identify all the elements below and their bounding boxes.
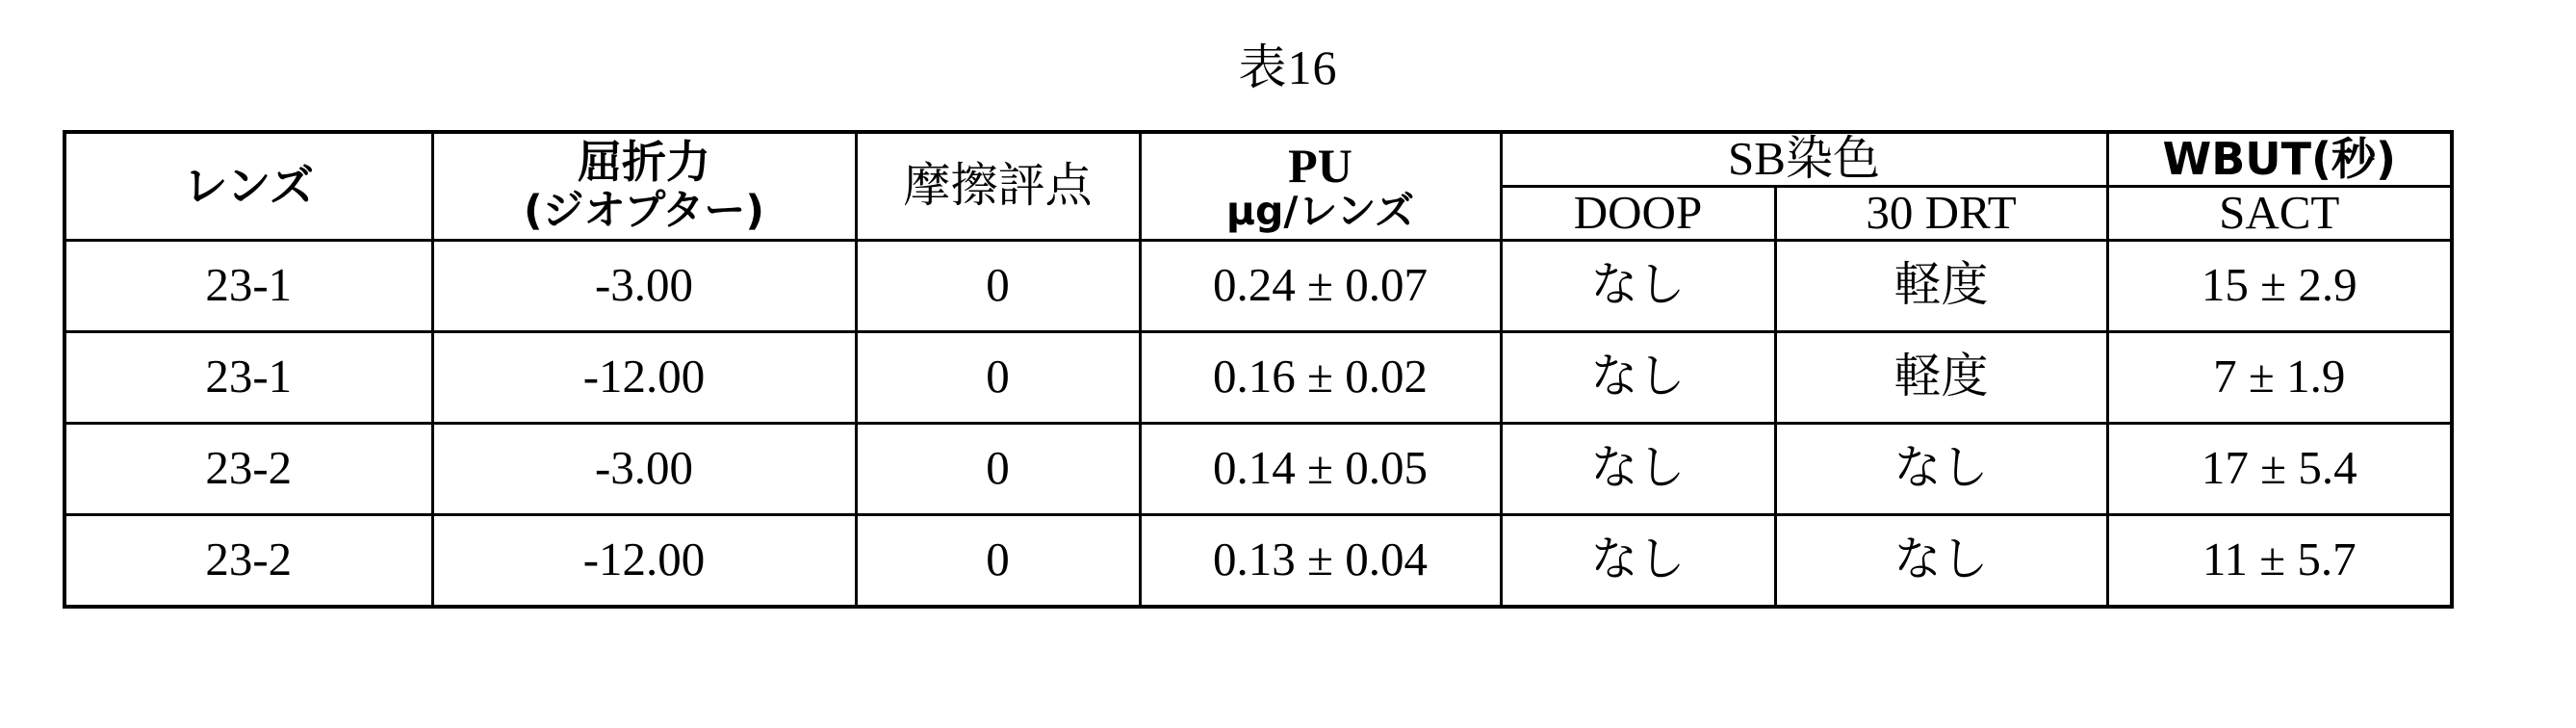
cell-doop: なし bbox=[1501, 240, 1775, 331]
column-header-pu: PU μg/レンズ bbox=[1140, 132, 1501, 240]
table-row bbox=[64, 514, 2452, 607]
cell-doop: なし bbox=[1501, 514, 1775, 607]
table-container bbox=[63, 130, 2450, 609]
column-header-lens: レンズ bbox=[64, 132, 432, 240]
cell-doop: なし bbox=[1501, 423, 1775, 514]
cell-30drt: なし bbox=[1775, 514, 2107, 607]
table-row bbox=[64, 423, 2452, 514]
cell-lens: 23-1 bbox=[64, 331, 432, 423]
column-header-sb-stain: SB染色 bbox=[1501, 132, 2107, 186]
cell-sact: 17 ± 5.4 bbox=[2107, 423, 2452, 514]
column-header-sact: SACT bbox=[2107, 186, 2452, 240]
table-row bbox=[64, 331, 2452, 423]
table-caption: 表16 bbox=[1238, 40, 1338, 94]
table-row bbox=[64, 240, 2452, 331]
cell-refractive-power: -12.00 bbox=[432, 514, 856, 607]
cell-sact: 15 ± 2.9 bbox=[2107, 240, 2452, 331]
cell-friction-score: 0 bbox=[856, 514, 1140, 607]
column-header-doop: DOOP bbox=[1501, 186, 1775, 240]
cell-pu: 0.14 ± 0.05 bbox=[1140, 423, 1501, 514]
cell-pu: 0.16 ± 0.02 bbox=[1140, 331, 1501, 423]
cell-doop: なし bbox=[1501, 331, 1775, 423]
cell-lens: 23-1 bbox=[64, 240, 432, 331]
cell-lens: 23-2 bbox=[64, 423, 432, 514]
results-table bbox=[63, 130, 2454, 609]
column-header-wbut: WBUT(秒) bbox=[2107, 132, 2452, 186]
table-header-row-1 bbox=[64, 132, 2452, 186]
cell-refractive-power: -3.00 bbox=[432, 423, 856, 514]
cell-30drt: なし bbox=[1775, 423, 2107, 514]
cell-30drt: 軽度 bbox=[1775, 240, 2107, 331]
table-body bbox=[64, 240, 2452, 607]
cell-pu: 0.13 ± 0.04 bbox=[1140, 514, 1501, 607]
column-header-refractive-power: 屈折力 (ジオプター) bbox=[432, 132, 856, 240]
cell-friction-score: 0 bbox=[856, 423, 1140, 514]
cell-friction-score: 0 bbox=[856, 240, 1140, 331]
cell-friction-score: 0 bbox=[856, 331, 1140, 423]
cell-refractive-power: -3.00 bbox=[432, 240, 856, 331]
cell-pu: 0.24 ± 0.07 bbox=[1140, 240, 1501, 331]
cell-lens: 23-2 bbox=[64, 514, 432, 607]
cell-30drt: 軽度 bbox=[1775, 331, 2107, 423]
cell-sact: 11 ± 5.7 bbox=[2107, 514, 2452, 607]
cell-sact: 7 ± 1.9 bbox=[2107, 331, 2452, 423]
table-header bbox=[64, 132, 2452, 240]
cell-refractive-power: -12.00 bbox=[432, 331, 856, 423]
column-header-30drt: 30 DRT bbox=[1775, 186, 2107, 240]
column-header-friction-score: 摩擦評点 bbox=[856, 132, 1140, 240]
